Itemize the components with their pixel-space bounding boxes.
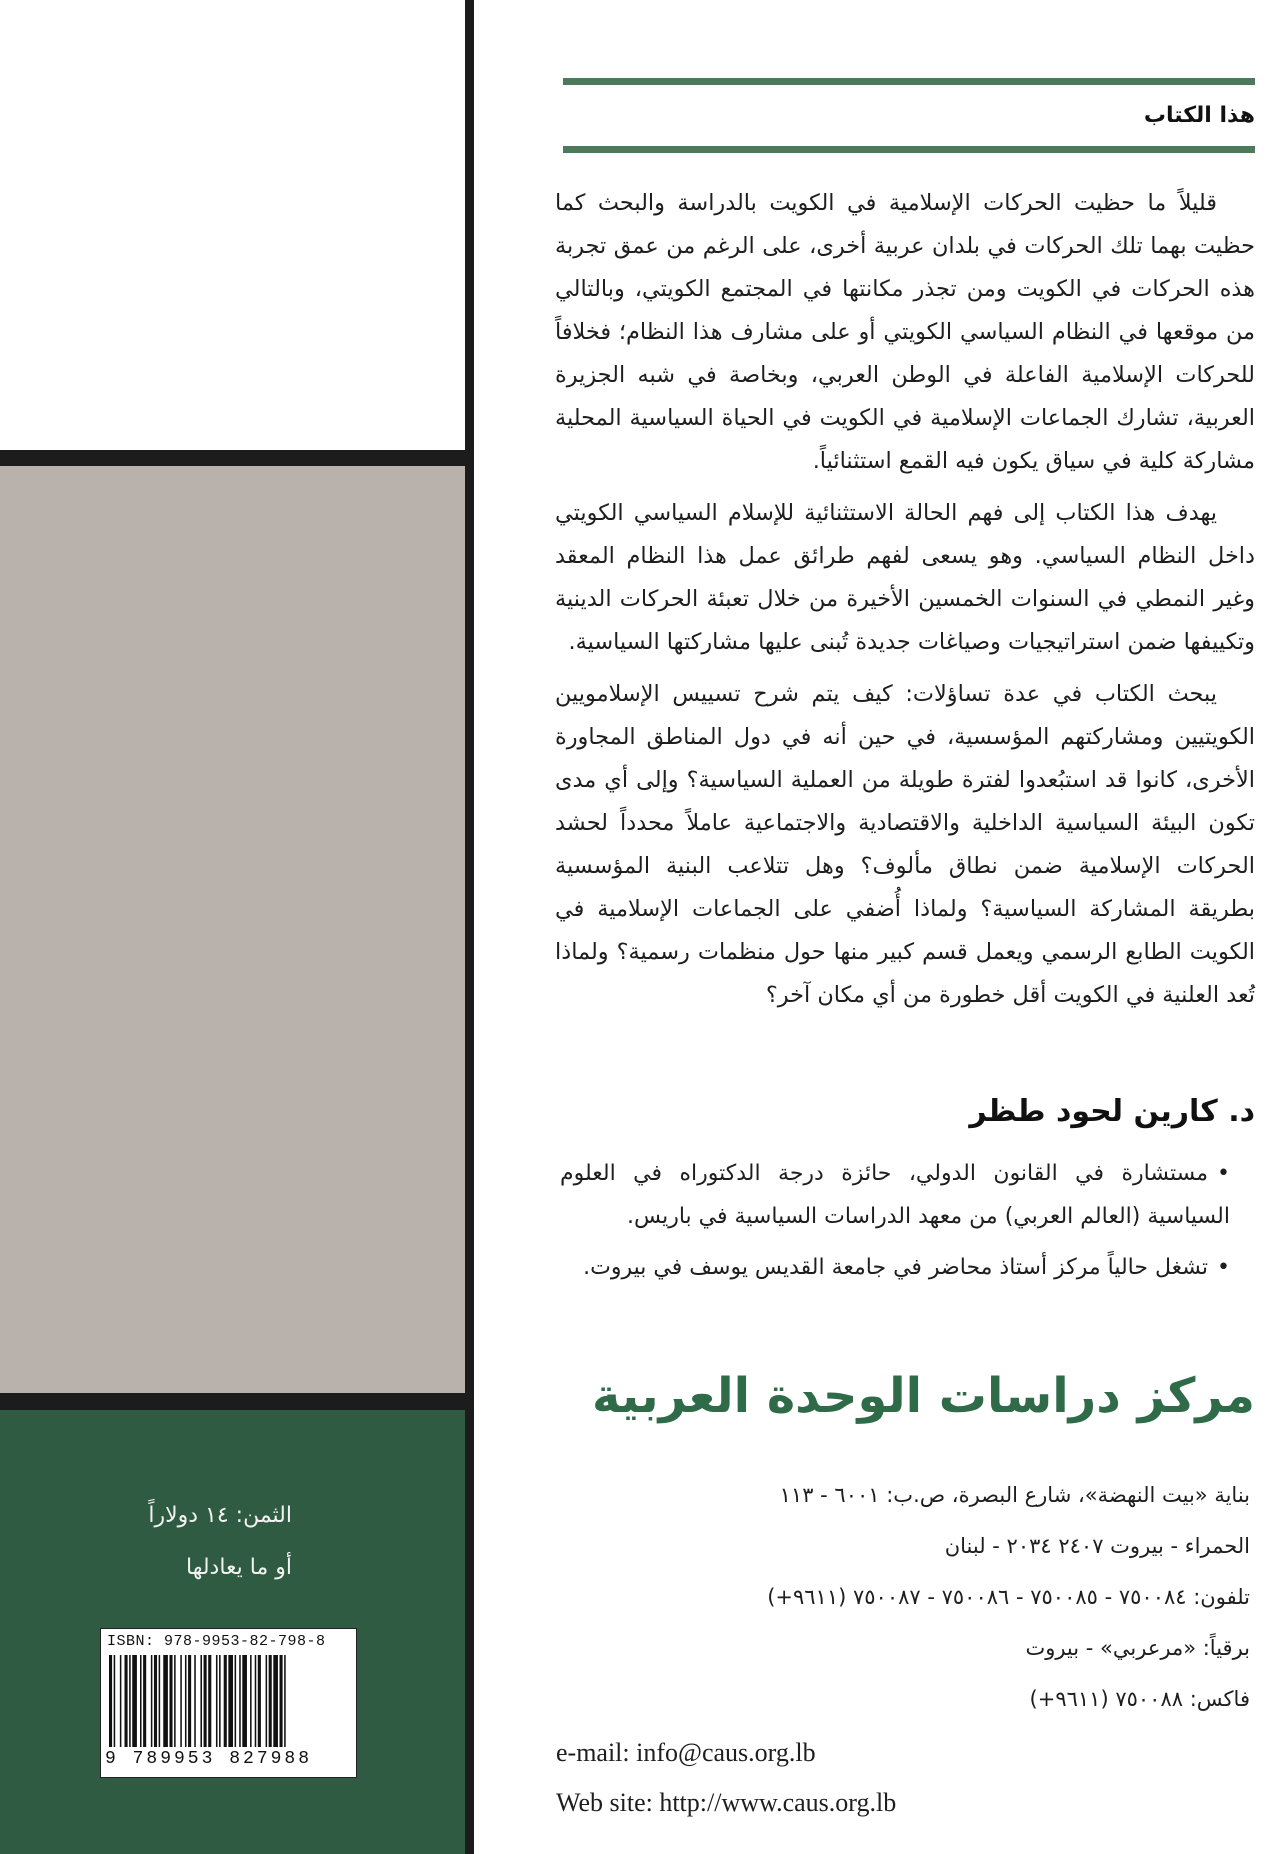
- white-panel: [0, 0, 465, 450]
- description-paragraph: يبحث الكتاب في عدة تساؤلات: كيف يتم شرح تسييس الإسلامويين الكويتيين ومشاركتهم المؤسسية، في حين أنه في دول المناطق المجاورة الأخرى، كانوا قد استبُعدوا لفترة طويلة من العملية السياسية؟ وإلى أي مدى تكون البيئة السياسية الداخلية والاقتصادية والاجتماعية عاملاً محدداً لحشد الحركات الإسلامية ضمن نطاق مألوف؟ وهل تتلاعب البنية المؤسسية بطريقة المشاركة السياسية؟ ولماذا أُضفي على الجماعات الإسلامية في الكويت الطابع الرسمي ويعمل قسم كبير منها حول منظمات رسمية؟ ولماذا تُعد العلنية في الكويت أقل خطورة من أي مكان آخر؟: [555, 681, 1255, 1008]
- book-description: [555, 182, 1255, 1026]
- isbn-label: ISBN: 978-9953-82-798-8: [107, 1633, 326, 1650]
- address-line: فاكس: ٧٥٠٠٨٨ (٩٦١١+): [1029, 1687, 1250, 1711]
- isbn-digits: 9 789953 827988: [105, 1749, 313, 1769]
- publisher-address: [560, 1470, 1250, 1725]
- green-rule-top: [563, 78, 1255, 85]
- email-link[interactable]: e-mail: info@caus.org.lb: [556, 1738, 816, 1767]
- bio-text: مستشارة في القانون الدولي، حائزة درجة الدكتوراه في العلوم السياسية (العالم العربي) من معهد الدراسات السياسية في باريس.: [560, 1161, 1230, 1229]
- bullet-icon: •: [1217, 1255, 1230, 1280]
- price-block: [92, 1490, 292, 1594]
- bio-text: تشغل حالياً مركز أستاذ محاضر في جامعة القديس يوسف في بيروت.: [583, 1255, 1208, 1280]
- publisher-contact: [556, 1728, 1156, 1828]
- address-line: الحمراء - بيروت ٢٤٠٧ ٢٠٣٤ - لبنان: [944, 1534, 1250, 1558]
- author-name: د. كارين لحود طظر: [969, 1094, 1255, 1129]
- description-paragraph: قليلاً ما حظيت الحركات الإسلامية في الكويت بالدراسة والبحث كما حظيت بهما تلك الحركات في بلدان عربية أخرى، على الرغم من عمق تجربة هذه الحركات في الكويت ومن تجذر مكانتها في المجتمع الكويتي، وبالتالي من موقعها في النظام السياسي الكويتي أو على مشارف هذا النظام؛ فخلافاً للحركات الإسلامية الفاعلة في الوطن العربي، وبخاصة في شبه الجزيرة العربية، تشارك الجماعات الإسلامية في الكويت في الحياة السياسية المحلية مشاركة كلية في سياق يكون فيه القمع استثنائياً.: [555, 190, 1255, 474]
- bio-item: [560, 1152, 1230, 1238]
- barcode-bars: [107, 1655, 350, 1747]
- address-line: تلفون: ٧٥٠٠٨٤ - ٧٥٠٠٨٥ - ٧٥٠٠٨٦ - ٧٥٠٠٨٧ (٩٦١١+): [767, 1585, 1250, 1609]
- website-link[interactable]: Web site: http://www.caus.org.lb: [556, 1788, 897, 1817]
- price-value: الثمن: ١٤ دولاراً: [148, 1503, 292, 1528]
- address-line: بناية «بيت النهضة»، شارع البصرة، ص.ب: ٦٠٠١ - ١١٣: [779, 1483, 1250, 1507]
- price-equivalent: أو ما يعادلها: [186, 1555, 292, 1580]
- publisher-name: مركز دراسات الوحدة العربية: [591, 1368, 1255, 1424]
- horizontal-divider-bottom: [0, 1393, 465, 1410]
- gray-panel: [0, 466, 465, 1393]
- address-line: برقياً: «مرعربي» - بيروت: [1025, 1636, 1250, 1660]
- green-rule-under-heading: [563, 146, 1255, 153]
- barcode: [100, 1628, 357, 1778]
- author-bio: [560, 1152, 1230, 1297]
- vertical-divider: [465, 0, 474, 1854]
- bio-item: [560, 1246, 1230, 1289]
- horizontal-divider-top: [0, 450, 465, 466]
- bullet-icon: •: [1217, 1161, 1230, 1186]
- description-paragraph: يهدف هذا الكتاب إلى فهم الحالة الاستثنائية للإسلام السياسي الكويتي داخل النظام السياسي. وهو يسعى لفهم طرائق عمل هذا النظام المعقد وغير النمطي في السنوات الخمسين الأخيرة من خلال تعبئة الحركات الدينية وتكييفها ضمن استراتيجيات وصياغات جديدة تُبنى عليها مشاركتها السياسية.: [555, 500, 1255, 655]
- section-heading: هذا الكتاب: [1143, 103, 1255, 128]
